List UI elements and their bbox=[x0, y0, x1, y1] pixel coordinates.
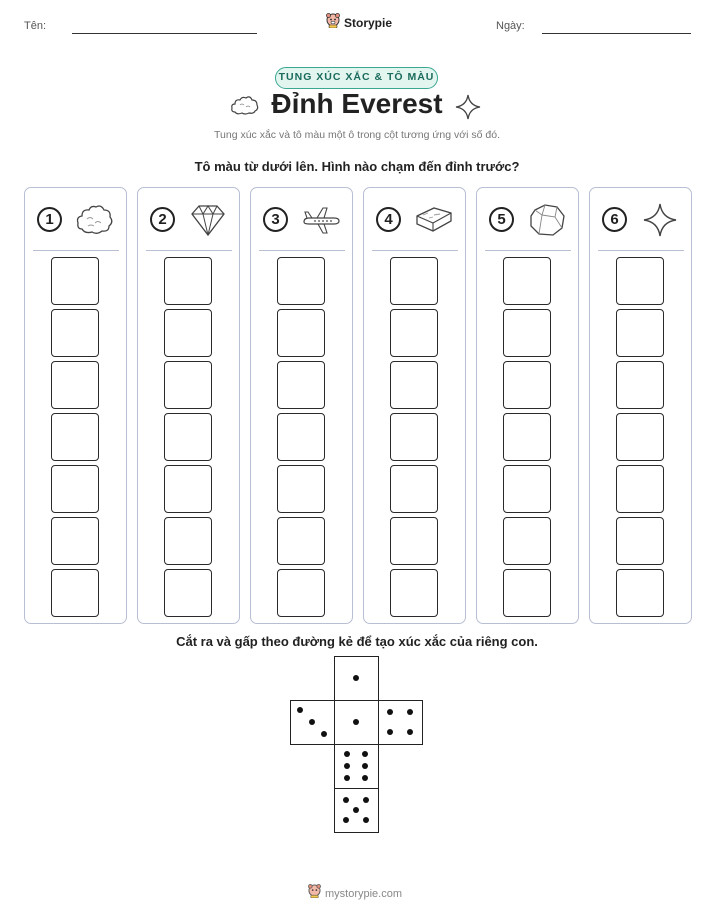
column-header bbox=[600, 200, 685, 240]
die-face-1 bbox=[334, 700, 379, 745]
column-divider bbox=[33, 250, 119, 251]
die-face-6 bbox=[334, 744, 379, 789]
brand-logo bbox=[326, 13, 392, 33]
color-cell[interactable] bbox=[503, 257, 551, 305]
color-cell[interactable] bbox=[390, 413, 438, 461]
column-divider bbox=[372, 250, 458, 251]
color-cell[interactable] bbox=[164, 361, 212, 409]
column-3 bbox=[250, 187, 353, 624]
color-cell[interactable] bbox=[390, 569, 438, 617]
color-cell[interactable] bbox=[51, 517, 99, 565]
column-number: 2 bbox=[150, 207, 175, 232]
color-cell[interactable] bbox=[277, 257, 325, 305]
color-cell[interactable] bbox=[51, 257, 99, 305]
color-cell[interactable] bbox=[164, 309, 212, 357]
color-cell[interactable] bbox=[503, 517, 551, 565]
color-cell[interactable] bbox=[51, 309, 99, 357]
color-cell[interactable] bbox=[51, 465, 99, 513]
color-cell[interactable] bbox=[51, 361, 99, 409]
column-5 bbox=[476, 187, 579, 624]
color-cell[interactable] bbox=[390, 517, 438, 565]
diamond-icon bbox=[188, 202, 228, 243]
subtitle: Tung xúc xắc và tô màu một ô trong cột tương ứng với số đó. bbox=[214, 129, 500, 141]
die-pip bbox=[363, 797, 369, 803]
color-cell[interactable] bbox=[164, 465, 212, 513]
die-face-1 bbox=[334, 656, 379, 701]
column-4 bbox=[363, 187, 466, 624]
column-2 bbox=[137, 187, 240, 624]
name-label: Tên: bbox=[24, 20, 47, 32]
column-number: 1 bbox=[37, 207, 62, 232]
die-pip bbox=[309, 719, 315, 725]
color-cell[interactable] bbox=[277, 361, 325, 409]
column-1 bbox=[24, 187, 127, 624]
cut-instruction: Cắt ra và gấp theo đường kẻ để tạo xúc xắc của riêng con. bbox=[176, 634, 538, 649]
color-cell[interactable] bbox=[503, 413, 551, 461]
color-cell[interactable] bbox=[616, 517, 664, 565]
color-cell[interactable] bbox=[164, 517, 212, 565]
die-pip bbox=[407, 729, 413, 735]
die-pip bbox=[344, 763, 350, 769]
color-cell[interactable] bbox=[390, 465, 438, 513]
color-cell[interactable] bbox=[277, 413, 325, 461]
die-face-5 bbox=[334, 788, 379, 833]
activity-badge: TUNG XÚC XẮC & TÔ MÀU bbox=[275, 67, 438, 89]
color-cell[interactable] bbox=[503, 465, 551, 513]
color-cell[interactable] bbox=[390, 361, 438, 409]
color-cell[interactable] bbox=[277, 309, 325, 357]
color-cell[interactable] bbox=[503, 309, 551, 357]
column-number: 3 bbox=[263, 207, 288, 232]
column-header bbox=[148, 200, 233, 240]
die-pip bbox=[363, 817, 369, 823]
column-number: 6 bbox=[602, 207, 627, 232]
column-divider bbox=[146, 250, 232, 251]
color-cell[interactable] bbox=[164, 257, 212, 305]
die-pip bbox=[344, 775, 350, 781]
color-cell[interactable] bbox=[164, 413, 212, 461]
column-header bbox=[261, 200, 346, 240]
die-pip bbox=[297, 707, 303, 713]
color-cell[interactable] bbox=[616, 413, 664, 461]
column-header bbox=[35, 200, 120, 240]
date-label: Ngày: bbox=[496, 20, 525, 32]
color-cell[interactable] bbox=[390, 309, 438, 357]
page-title: Đỉnh Everest bbox=[271, 88, 443, 119]
die-pip bbox=[353, 807, 359, 813]
column-number: 4 bbox=[376, 207, 401, 232]
cloud-icon bbox=[75, 202, 115, 243]
column-divider bbox=[259, 250, 345, 251]
color-cell[interactable] bbox=[616, 257, 664, 305]
color-cell[interactable] bbox=[616, 569, 664, 617]
die-pip bbox=[353, 675, 359, 681]
color-cell[interactable] bbox=[51, 569, 99, 617]
die-pip bbox=[387, 709, 393, 715]
die-face-3 bbox=[290, 700, 335, 745]
boulder-icon bbox=[527, 202, 567, 243]
color-cell[interactable] bbox=[277, 465, 325, 513]
color-cell[interactable] bbox=[51, 413, 99, 461]
die-pip bbox=[321, 731, 327, 737]
sparkle-star-icon bbox=[455, 94, 481, 125]
footer-url[interactable]: mystorypie.com bbox=[325, 887, 403, 900]
sparkle-star-icon bbox=[640, 202, 680, 243]
die-pip bbox=[362, 763, 368, 769]
color-cell[interactable] bbox=[277, 569, 325, 617]
color-cell[interactable] bbox=[503, 569, 551, 617]
die-pip bbox=[362, 775, 368, 781]
die-pip bbox=[407, 709, 413, 715]
date-line[interactable] bbox=[542, 33, 691, 34]
column-6 bbox=[589, 187, 692, 624]
die-pip bbox=[344, 751, 350, 757]
column-divider bbox=[598, 250, 684, 251]
column-number: 5 bbox=[489, 207, 514, 232]
column-header bbox=[487, 200, 572, 240]
cloud-icon bbox=[230, 94, 260, 121]
die-pip bbox=[343, 817, 349, 823]
color-cell[interactable] bbox=[503, 361, 551, 409]
die-pip bbox=[343, 797, 349, 803]
die-pip bbox=[387, 729, 393, 735]
coloring-instruction: Tô màu từ dưới lên. Hình nào chạm đến đỉnh trước? bbox=[194, 159, 520, 174]
color-cell[interactable] bbox=[164, 569, 212, 617]
footer bbox=[308, 884, 402, 903]
color-cell[interactable] bbox=[616, 309, 664, 357]
airplane-icon bbox=[301, 202, 341, 243]
color-cell[interactable] bbox=[616, 361, 664, 409]
die-face-4 bbox=[378, 700, 423, 745]
die-pip bbox=[353, 719, 359, 725]
storypie-mascot-icon bbox=[326, 13, 340, 33]
die-pip bbox=[362, 751, 368, 757]
name-line[interactable] bbox=[72, 33, 257, 34]
color-cell[interactable] bbox=[390, 257, 438, 305]
rock-slab-icon bbox=[414, 202, 454, 243]
color-cell[interactable] bbox=[277, 517, 325, 565]
column-header bbox=[374, 200, 459, 240]
storypie-mascot-icon bbox=[308, 884, 321, 903]
column-divider bbox=[485, 250, 571, 251]
color-cell[interactable] bbox=[616, 465, 664, 513]
brand-name: Storypie bbox=[344, 16, 393, 30]
